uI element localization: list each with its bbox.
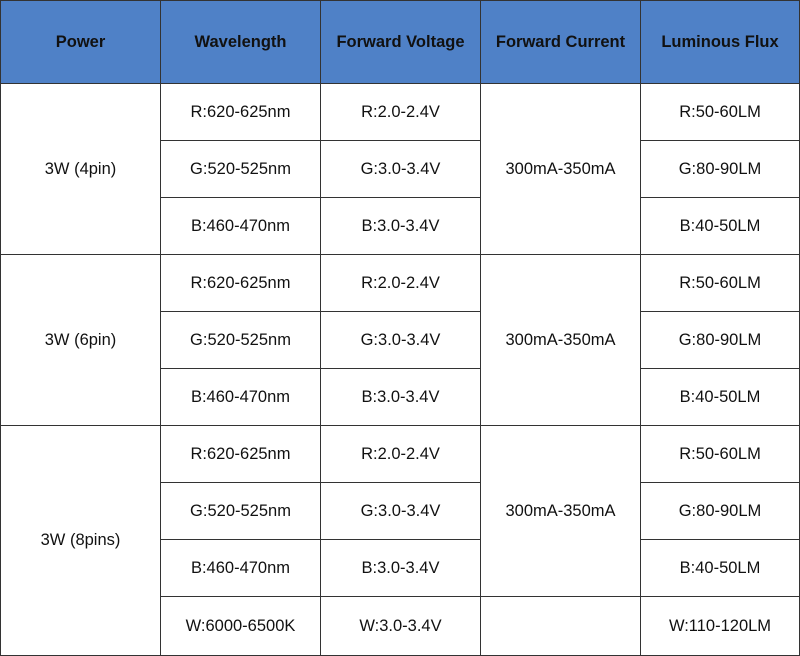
- voltage-cell: R:2.0-2.4V: [321, 255, 481, 312]
- wavelength-cell: B:460-470nm: [161, 540, 321, 597]
- flux-cell: B:40-50LM: [641, 369, 800, 426]
- voltage-cell: G:3.0-3.4V: [321, 141, 481, 198]
- header-forward-voltage: Forward Voltage: [321, 1, 481, 84]
- voltage-cell: B:3.0-3.4V: [321, 540, 481, 597]
- flux-cell: W:110-120LM: [641, 597, 800, 656]
- current-cell: 300mA-350mA: [481, 255, 641, 426]
- voltage-cell: R:2.0-2.4V: [321, 426, 481, 483]
- power-cell: 3W (8pins): [1, 426, 161, 656]
- wavelength-cell: G:520-525nm: [161, 483, 321, 540]
- current-cell: 300mA-350mA: [481, 84, 641, 255]
- voltage-cell: B:3.0-3.4V: [321, 198, 481, 255]
- flux-cell: G:80-90LM: [641, 483, 800, 540]
- wavelength-cell: B:460-470nm: [161, 198, 321, 255]
- wavelength-cell: B:460-470nm: [161, 369, 321, 426]
- voltage-cell: B:3.0-3.4V: [321, 369, 481, 426]
- wavelength-cell: R:620-625nm: [161, 84, 321, 141]
- flux-cell: G:80-90LM: [641, 141, 800, 198]
- power-cell: 3W (6pin): [1, 255, 161, 426]
- wavelength-cell: W:6000-6500K: [161, 597, 321, 656]
- flux-cell: G:80-90LM: [641, 312, 800, 369]
- flux-cell: B:40-50LM: [641, 198, 800, 255]
- wavelength-cell: R:620-625nm: [161, 426, 321, 483]
- power-cell: 3W (4pin): [1, 84, 161, 255]
- wavelength-cell: G:520-525nm: [161, 312, 321, 369]
- current-cell: 300mA-350mA: [481, 426, 641, 597]
- voltage-cell: G:3.0-3.4V: [321, 312, 481, 369]
- wavelength-cell: R:620-625nm: [161, 255, 321, 312]
- header-row: [1, 1, 800, 84]
- flux-cell: B:40-50LM: [641, 540, 800, 597]
- voltage-cell: R:2.0-2.4V: [321, 84, 481, 141]
- wavelength-cell: G:520-525nm: [161, 141, 321, 198]
- voltage-cell: W:3.0-3.4V: [321, 597, 481, 656]
- flux-cell: R:50-60LM: [641, 426, 800, 483]
- voltage-cell: G:3.0-3.4V: [321, 483, 481, 540]
- table-row: [1, 255, 800, 312]
- header-luminous-flux: Luminous Flux: [641, 1, 800, 84]
- header-power: Power: [1, 1, 161, 84]
- current-cell-empty: [481, 597, 641, 656]
- flux-cell: R:50-60LM: [641, 84, 800, 141]
- table-row: [1, 426, 800, 483]
- flux-cell: R:50-60LM: [641, 255, 800, 312]
- header-wavelength: Wavelength: [161, 1, 321, 84]
- table-row: [1, 84, 800, 141]
- header-forward-current: Forward Current: [481, 1, 641, 84]
